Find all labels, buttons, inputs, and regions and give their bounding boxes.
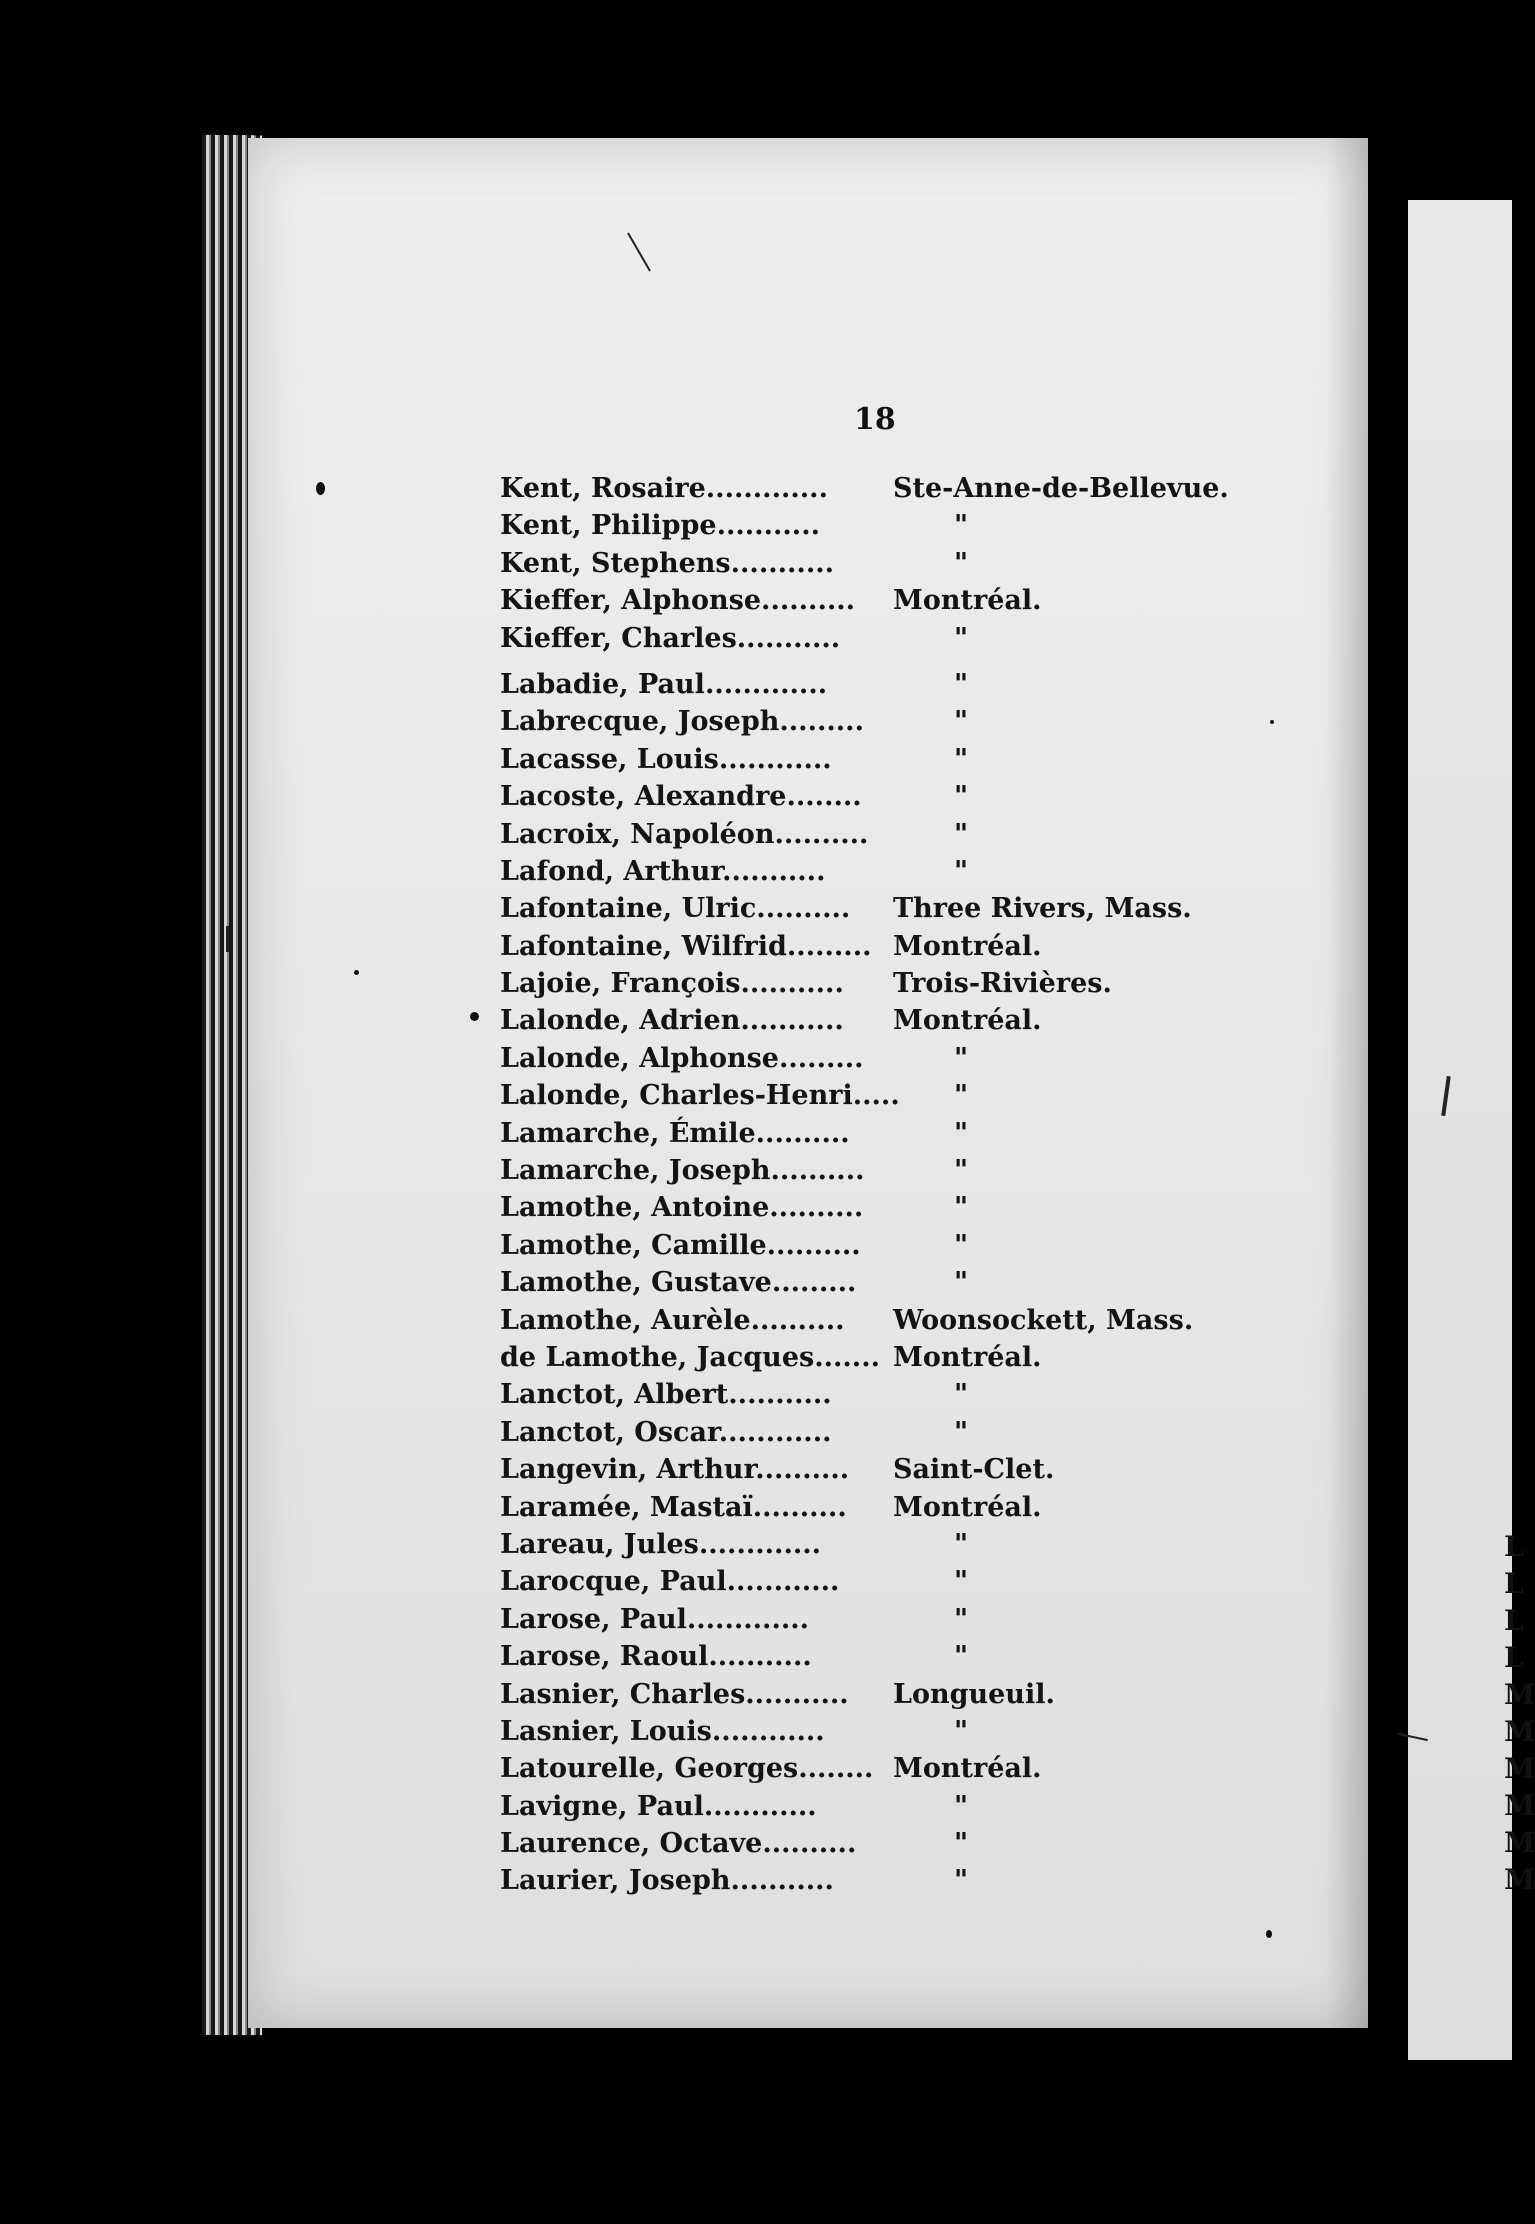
dot-leader: .......... — [755, 1117, 850, 1149]
person-name: Lamothe, Aurèle — [500, 1304, 751, 1336]
ditto-mark: " — [954, 547, 971, 579]
dot-leader: ........ — [798, 1753, 874, 1785]
dot-leader: .......... — [752, 1491, 847, 1523]
ditto-mark: " — [954, 622, 971, 654]
adjacent-page-letter: L — [1504, 1530, 1524, 1563]
list-entry — [500, 1302, 1260, 1339]
dot-leader: ........... — [708, 1641, 812, 1673]
list-entry — [500, 703, 1260, 740]
person-name: Lalonde, Adrien — [500, 1005, 741, 1037]
dot-leader: .......... — [761, 585, 856, 617]
person-name: de Lamothe, Jacques — [500, 1341, 815, 1373]
ditto-mark: " — [954, 1828, 971, 1860]
ditto-mark: " — [954, 1641, 971, 1673]
place-name: Woonsockett, Mass. — [893, 1304, 1194, 1336]
person-name: Laurier, Joseph — [500, 1865, 731, 1897]
scan-speck — [470, 1012, 479, 1021]
place-name: Montréal. — [893, 1005, 1042, 1037]
page-number: 18 — [854, 402, 896, 437]
adjacent-page-letter: L — [1504, 1567, 1524, 1600]
person-name: Lafontaine, Ulric — [500, 893, 757, 925]
list-entry — [500, 1115, 1260, 1152]
ditto-mark: " — [954, 1042, 971, 1074]
person-name: Lamothe, Camille — [500, 1229, 767, 1261]
ditto-mark: " — [954, 1267, 971, 1299]
place-name: Saint-Clet. — [893, 1454, 1055, 1486]
dot-leader: ........ — [786, 781, 862, 813]
dot-leader: ......... — [771, 1267, 857, 1299]
person-name: Lamarche, Émile — [500, 1117, 756, 1149]
ditto-mark: " — [954, 1155, 971, 1187]
ditto-mark: " — [954, 1865, 971, 1897]
dot-leader: ......... — [786, 930, 872, 962]
adjacent-page-letter: M — [1504, 1826, 1535, 1859]
list-entry — [500, 1489, 1260, 1526]
dot-leader: .......... — [774, 818, 869, 850]
list-entry — [500, 853, 1260, 890]
list-entry — [500, 620, 1260, 657]
adjacent-page-letter: M — [1504, 1789, 1535, 1822]
ditto-mark: " — [954, 1416, 971, 1448]
dot-leader: ............. — [686, 1603, 810, 1635]
person-name: Lafontaine, Wilfrid — [500, 930, 787, 962]
dot-leader: .......... — [769, 1192, 864, 1224]
person-name: Kent, Stephens — [500, 547, 731, 579]
scan-speck — [1266, 1930, 1272, 1938]
list-entry — [500, 1638, 1260, 1675]
adjacent-page-letter: M — [1504, 1752, 1535, 1785]
list-entry — [500, 1713, 1260, 1750]
place-name: Montréal. — [893, 585, 1042, 617]
dot-leader: ........... — [722, 855, 826, 887]
person-name: Laramée, Mastaï — [500, 1491, 753, 1523]
ditto-mark: " — [954, 743, 971, 775]
dot-leader: ........... — [730, 547, 835, 579]
person-name: Kieffer, Alphonse — [500, 585, 762, 617]
list-entry — [500, 1563, 1260, 1600]
scan-speck — [316, 482, 325, 495]
person-name: Lanctot, Albert — [500, 1379, 729, 1411]
person-name: Labadie, Paul — [500, 668, 705, 700]
place-name: Three Rivers, Mass. — [893, 893, 1192, 925]
ditto-mark: " — [954, 1603, 971, 1635]
person-name: Latourelle, Georges — [500, 1753, 799, 1785]
ditto-mark: " — [954, 1790, 971, 1822]
dot-leader: .......... — [750, 1304, 845, 1336]
place-name: Longueuil. — [893, 1678, 1055, 1710]
adjacent-page-letter: L — [1504, 1604, 1524, 1637]
list-entry — [500, 890, 1260, 927]
place-name: Montréal. — [893, 1491, 1042, 1523]
person-name: Lavigne, Paul — [500, 1790, 704, 1822]
person-name: Langevin, Arthur — [500, 1454, 756, 1486]
person-name: Larose, Raoul — [500, 1641, 709, 1673]
place-name: Montréal. — [893, 930, 1042, 962]
dot-leader: ............ — [718, 1416, 832, 1448]
scan-mark — [226, 926, 229, 952]
list-entry — [500, 928, 1260, 965]
list-entry — [500, 778, 1260, 815]
person-name: Kent, Philippe — [500, 510, 717, 542]
ditto-mark: " — [954, 1117, 971, 1149]
ditto-mark: " — [954, 1379, 971, 1411]
list-entry — [500, 545, 1260, 582]
dot-leader: ............ — [703, 1790, 817, 1822]
ditto-mark: " — [954, 1080, 971, 1112]
dot-leader: ............ — [711, 1715, 825, 1747]
list-entry — [500, 965, 1260, 1002]
scan-speck — [1270, 720, 1274, 724]
adjacent-page-letter: M — [1504, 1678, 1535, 1711]
person-name: Lajoie, François — [500, 968, 741, 1000]
person-name: Lacasse, Louis — [500, 743, 719, 775]
list-entry — [500, 1227, 1260, 1264]
list-entry — [500, 1862, 1260, 1899]
list-entry — [500, 1676, 1260, 1713]
dot-leader: ........... — [740, 1005, 844, 1037]
page-gutter-shadow — [1326, 138, 1376, 2028]
dot-leader: ......... — [779, 706, 864, 738]
place-name: Ste-Anne-de-Bellevue. — [893, 473, 1229, 504]
list-entry — [500, 1002, 1260, 1039]
list-entry — [500, 1264, 1260, 1301]
dot-leader: ............. — [704, 668, 828, 700]
scan-speck — [354, 970, 359, 975]
ditto-mark: " — [954, 1192, 971, 1224]
dot-leader: ........... — [740, 968, 844, 1000]
list-entry — [500, 741, 1260, 778]
dot-leader: ............ — [726, 1566, 840, 1598]
list-entry — [500, 470, 1260, 507]
place-name: Montréal. — [893, 1753, 1042, 1785]
list-entry — [500, 1788, 1260, 1825]
dot-leader: ....... — [814, 1341, 881, 1373]
dot-leader: ........... — [716, 510, 820, 542]
person-name: Laurence, Octave — [500, 1828, 763, 1860]
dot-leader: ........... — [745, 1678, 849, 1710]
list-entry — [500, 1040, 1260, 1077]
dot-leader: ........... — [728, 1379, 832, 1411]
person-name: Lafond, Arthur — [500, 855, 723, 887]
dot-leader: .......... — [755, 1454, 850, 1486]
dot-leader: .......... — [766, 1229, 861, 1261]
person-name: Lacroix, Napoléon — [500, 818, 775, 850]
person-name: Lanctot, Oscar — [500, 1416, 719, 1448]
place-name: Trois-Rivières. — [893, 968, 1112, 1000]
person-name: Lamarche, Joseph — [500, 1155, 771, 1187]
dot-leader: .......... — [756, 893, 851, 925]
list-entry — [500, 1339, 1260, 1376]
list-entry — [500, 666, 1260, 703]
person-name: Lasnier, Louis — [500, 1715, 712, 1747]
name-place-list — [500, 470, 1260, 1900]
ditto-mark: " — [954, 781, 971, 813]
dot-leader: ............. — [698, 1528, 822, 1560]
person-name: Lalonde, Alphonse — [500, 1042, 779, 1074]
person-name: Larocque, Paul — [500, 1566, 727, 1598]
ditto-mark: " — [954, 706, 971, 738]
person-name: Labrecque, Joseph — [500, 706, 780, 738]
ditto-mark: " — [954, 1229, 971, 1261]
dot-leader: ............ — [718, 743, 832, 775]
ditto-mark: " — [954, 1566, 971, 1598]
list-entry — [500, 1601, 1260, 1638]
person-name: Lareau, Jules — [500, 1528, 699, 1560]
list-entry — [500, 1152, 1260, 1189]
adjacent-page-letter: M — [1504, 1863, 1535, 1896]
dot-leader: .......... — [770, 1155, 865, 1187]
person-name: Kieffer, Charles — [500, 622, 737, 654]
dot-leader: ......... — [778, 1042, 864, 1074]
person-name: Lacoste, Alexandre — [500, 781, 787, 813]
person-name: Lasnier, Charles — [500, 1678, 746, 1710]
ditto-mark: " — [954, 1528, 971, 1560]
dot-leader: ........... — [736, 622, 841, 654]
person-name: Kent, Rosaire — [500, 473, 706, 504]
person-name: Lalonde, Charles-Henri — [500, 1080, 853, 1112]
ditto-mark: " — [954, 818, 971, 850]
list-entry — [500, 1189, 1260, 1226]
person-name: Lamothe, Antoine — [500, 1192, 770, 1224]
person-name: Lamothe, Gustave — [500, 1267, 772, 1299]
list-entry — [500, 1825, 1260, 1862]
list-entry — [500, 816, 1260, 853]
list-entry — [500, 1376, 1260, 1413]
list-entry — [500, 1526, 1260, 1563]
dot-leader: ........... — [730, 1865, 834, 1897]
adjacent-page-fragment — [1408, 200, 1535, 2060]
list-entry — [500, 582, 1260, 619]
person-name: Larose, Paul — [500, 1603, 687, 1635]
list-entry — [500, 1077, 1260, 1114]
ditto-mark: " — [954, 855, 971, 887]
adjacent-page-letter: M — [1504, 1715, 1535, 1748]
ditto-mark: " — [954, 668, 971, 700]
list-entry — [500, 1451, 1260, 1488]
list-entry — [500, 507, 1260, 544]
ditto-mark: " — [954, 510, 971, 542]
dot-leader: ..... — [852, 1080, 900, 1112]
place-name: Montréal. — [893, 1341, 1042, 1373]
dot-leader: .......... — [762, 1828, 857, 1860]
ditto-mark: " — [954, 1715, 971, 1747]
dot-leader: ............. — [705, 473, 828, 504]
list-entry — [500, 1750, 1260, 1787]
adjacent-page-letter: L — [1504, 1641, 1524, 1674]
list-entry — [500, 1414, 1260, 1451]
